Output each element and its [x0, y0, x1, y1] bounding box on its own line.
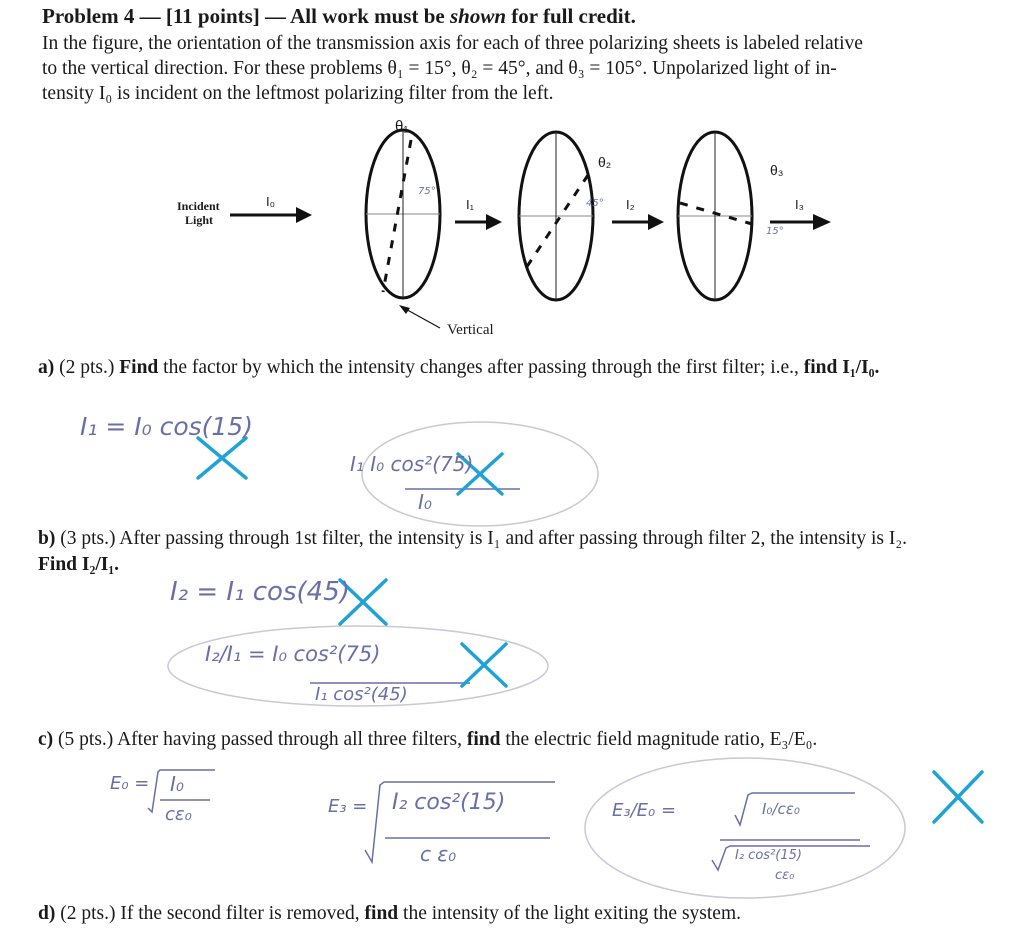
hand-c2-lhs: E₃ =: [328, 796, 368, 817]
hand-c1-lhs: E₀ =: [110, 773, 150, 794]
question-a: a) (2 pts.) Find the factor by which the intensity changes after passing through the first filter; i.e., find I₁/I₀.: [38, 357, 880, 378]
note-angle-3: 15°: [766, 226, 784, 237]
intro-line-2: to the vertical direction. For these problems θ₁ = 15°, θ₂ = 45°, and θ₃ = 105°. Unpolarized light of in-: [42, 58, 837, 79]
label-i2: I₂: [626, 197, 635, 212]
hand-c3-numerator: I₀/cε₀: [762, 800, 800, 818]
hand-c2-numerator: I₂ cos²(15): [392, 790, 506, 815]
arrow-i3-head: [813, 214, 831, 230]
hand-b2-numerator: I₂/I₁ = I₀ cos²(75): [205, 642, 381, 666]
label-light: Light: [185, 213, 214, 227]
note-angle-1: 75°: [418, 186, 436, 197]
arrow-i2-head: [648, 214, 664, 230]
hand-c3-denominator-2: cε₀: [775, 868, 795, 883]
hand-b1: I₂ = I₁ cos(45): [170, 577, 350, 607]
problem-title: Problem 4 — [11 points] — All work must be shown for full credit.: [42, 4, 636, 28]
filter-3-transmission-axis: [680, 203, 752, 224]
label-i3: I₃: [795, 197, 804, 212]
vertical-pointer-head: [399, 305, 410, 314]
answer-c-circle: [585, 758, 905, 898]
hand-a2-denominator: I₀: [418, 490, 432, 514]
question-c: c) (5 pts.) After having passed through all three filters, find the electric field magnitude ratio, E₃/E₀.: [38, 729, 818, 750]
hand-c3-denominator-1: I₂ cos²(15): [735, 848, 802, 863]
hand-a1: I₁ = I₀ cos(15): [80, 412, 253, 441]
incident-arrow-head: [296, 207, 312, 223]
arrow-i1-head: [486, 214, 502, 230]
question-b-find: Find I₂/I₁.: [38, 554, 120, 575]
intro-line-1: In the figure, the orientation of the transmission axis for each of three polarizing sheets is labeled relative: [42, 33, 863, 54]
label-theta1: θ₁: [395, 118, 409, 135]
label-i1: I₁: [466, 197, 474, 212]
label-theta2: θ₂: [598, 154, 612, 170]
label-incident: Incident: [177, 199, 220, 213]
hand-c1-denominator: cε₀: [165, 804, 192, 825]
note-angle-2: 45°: [586, 198, 604, 209]
label-i0: I₀: [266, 194, 276, 209]
hand-a2-numerator: I₁ I₀ cos²(75): [350, 452, 474, 476]
hand-c2-denominator: c ε₀: [420, 842, 457, 866]
hand-c3-lhs: E₃/E₀ =: [612, 800, 677, 821]
filter-1-transmission-axis: [383, 140, 411, 292]
hand-c1-numerator: I₀: [170, 772, 184, 796]
grading-marks: [198, 438, 982, 822]
intro-line-3: tensity I₀ is incident on the leftmost polarizing filter from the left.: [42, 83, 554, 104]
filter-2-transmission-axis: [526, 175, 588, 268]
label-vertical: Vertical: [447, 322, 494, 338]
label-theta3: θ₃: [770, 162, 784, 178]
hand-b2-denominator: I₁ cos²(45): [315, 684, 408, 705]
question-b: b) (3 pts.) After passing through 1st filter, the intensity is I₁ and after passing through filter 2, the intensity is I₂.: [38, 528, 908, 549]
question-d: d) (2 pts.) If the second filter is removed, find the intensity of the light exiting the system.: [38, 903, 741, 924]
